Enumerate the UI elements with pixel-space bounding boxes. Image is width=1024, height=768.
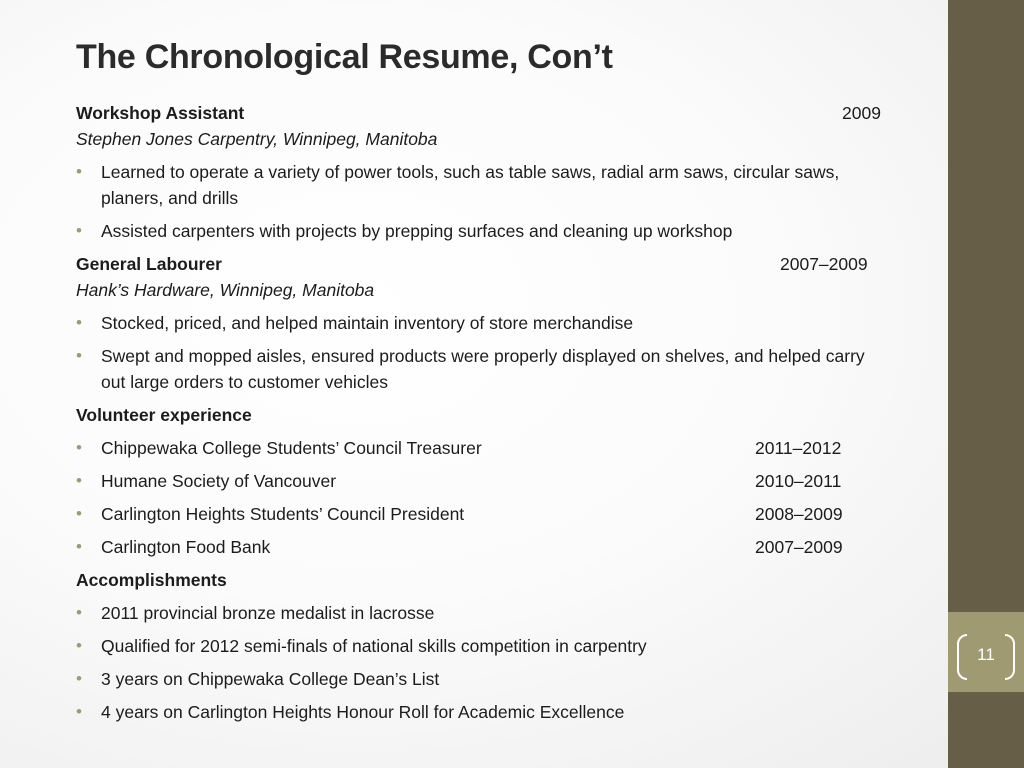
accomplishment-item: • Qualified for 2012 semi-finals of national skills competition in carpentry — [76, 633, 888, 659]
volunteer-date: 2010–2011 — [755, 471, 842, 491]
job-heading-workshop-assistant — [76, 100, 888, 126]
volunteer-item — [76, 534, 888, 560]
volunteer-date: 2007–2009 — [755, 537, 843, 557]
accomplishments-heading: Accomplishments — [76, 570, 227, 590]
volunteer-date: 2008–2009 — [755, 504, 843, 524]
job-bullet: • Learned to operate a variety of power tools, such as table saws, radial arm saws, circular saws, planers, and drills — [76, 159, 888, 211]
volunteer-item — [76, 501, 888, 527]
job-date: 2009 — [842, 103, 881, 123]
volunteer-text: Carlington Food Bank — [101, 537, 271, 557]
job-bullet: • Swept and mopped aisles, ensured products were properly displayed on shelves, and helped carry out large orders to customer vehicles — [76, 343, 888, 395]
job-employer: Hank’s Hardware, Winnipeg, Manitoba — [76, 280, 375, 300]
volunteer-heading: Volunteer experience — [76, 405, 252, 425]
accomplishment-item: • 3 years on Chippewaka College Dean’s List — [76, 666, 888, 692]
volunteer-item — [76, 468, 888, 494]
resume-content — [76, 100, 888, 725]
volunteer-date: 2011–2012 — [755, 438, 842, 458]
page-number: 11 — [977, 645, 995, 664]
accomplishment-item: • 2011 provincial bronze medalist in lacrosse — [76, 600, 888, 626]
accomplishment-item: • 4 years on Carlington Heights Honour Roll for Academic Excellence — [76, 699, 888, 725]
volunteer-item — [76, 435, 888, 461]
job-employer: Stephen Jones Carpentry, Winnipeg, Manitoba — [76, 129, 438, 149]
job-date: 2007–2009 — [780, 254, 868, 274]
page-number-badge — [948, 612, 1024, 692]
volunteer-text: Humane Society of Vancouver — [101, 471, 337, 491]
job-title: Workshop Assistant — [76, 103, 245, 123]
job-bullet: • Assisted carpenters with projects by prepping surfaces and cleaning up workshop — [76, 218, 888, 244]
slide-title: The Chronological Resume, Con’t — [76, 38, 613, 76]
job-title: General Labourer — [76, 254, 222, 274]
volunteer-text: Carlington Heights Students’ Council President — [101, 504, 465, 524]
job-heading-general-labourer — [76, 251, 888, 277]
job-bullet: • Stocked, priced, and helped maintain inventory of store merchandise — [76, 310, 888, 336]
volunteer-text: Chippewaka College Students’ Council Treasurer — [101, 438, 482, 458]
